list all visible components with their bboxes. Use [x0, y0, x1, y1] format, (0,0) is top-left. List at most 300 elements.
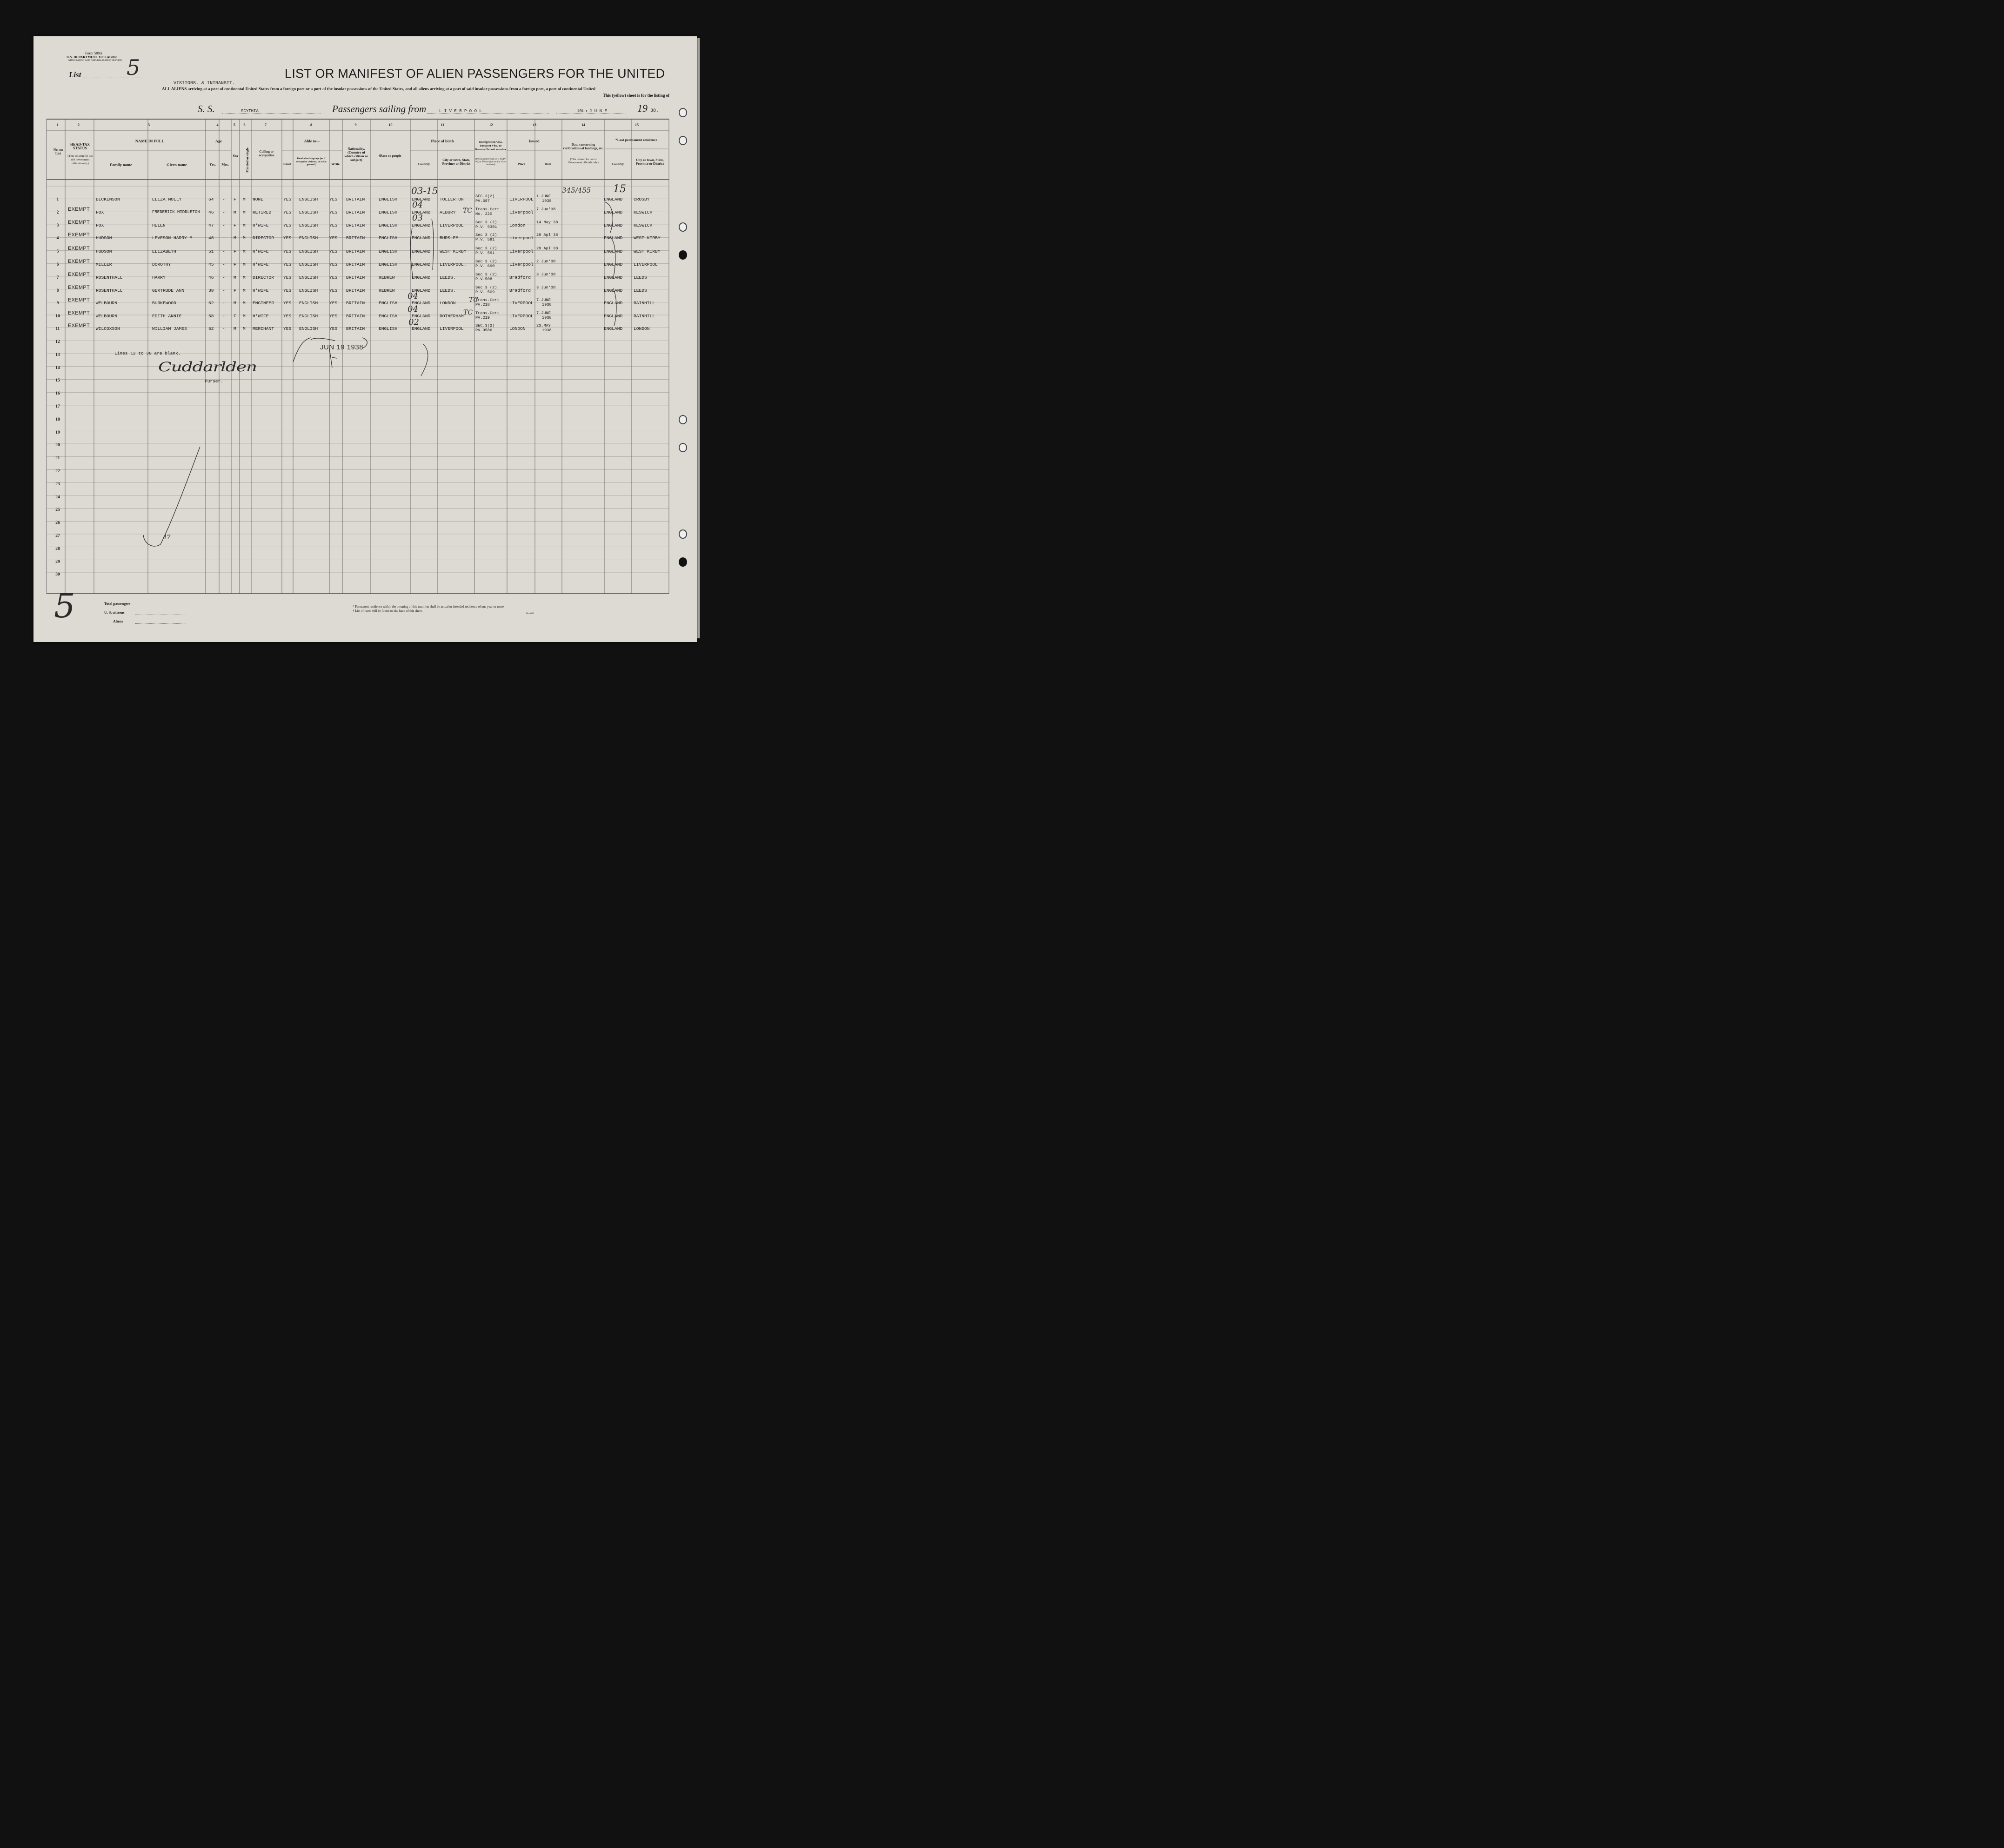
residence-bracket-stroke [605, 202, 616, 326]
list-number: 5 [127, 55, 140, 80]
marital-status: M [243, 275, 246, 280]
residence-city: LONDON [634, 326, 650, 331]
race: ENGLISH [379, 235, 398, 241]
header-head-tax: HEAD-TAX STATUS [70, 142, 90, 150]
footnote-residence: * Permanent residence within the meaning of this manifest shall be actual or intended residence of one year or more. [353, 605, 505, 609]
sex: M [234, 301, 236, 306]
given-name: HARRY [152, 275, 166, 280]
residence-city: RAINHILL [634, 301, 655, 306]
header-issued: Issued [528, 139, 540, 143]
head-tax-status: EXEMPT [68, 285, 90, 290]
birth-country: ENGLAND [412, 288, 431, 293]
occupation: RETIRED [253, 210, 272, 215]
marital-status: M [243, 288, 246, 293]
marital-status: M [243, 326, 246, 331]
race: ENGLISH [379, 223, 398, 228]
departure-port: L I V E R P O O L [439, 109, 482, 114]
visa-line-1: Trans.Cert [475, 298, 500, 302]
header-issued-date: Date [544, 162, 552, 166]
birth-city: TOLLERTON [440, 197, 464, 202]
column-number: 5 [234, 123, 235, 127]
occupation: DIRECTOR [253, 235, 274, 241]
marital-status: M [243, 249, 246, 254]
age-years: 47 [208, 223, 214, 228]
marital-status: M [243, 210, 246, 215]
issued-place: LONDON [509, 326, 526, 331]
age-years: 52 [208, 326, 214, 331]
row-number: 28 [55, 546, 60, 551]
row-number: 23 [55, 482, 60, 487]
family-name: ROSENTHALL [96, 288, 123, 293]
sex: F [234, 223, 236, 228]
column-number: 11 [441, 123, 445, 127]
can-write: YES [329, 210, 338, 215]
occupation: MERCHANT [253, 326, 274, 331]
row-number: 9 [56, 301, 59, 306]
column-number: 4 [216, 123, 219, 127]
marital-status: M [243, 314, 246, 319]
head-tax-status: EXEMPT [68, 246, 90, 251]
header-verification: Data concerning verifications of landings, etc. [563, 143, 604, 150]
residence-country: ENGLAND [604, 210, 623, 215]
visa-line-1: Sec 3 (2) [475, 272, 497, 277]
row-number: 7 [56, 275, 59, 280]
given-name: HELEN [152, 223, 166, 228]
age-months: - [222, 249, 225, 254]
age-years: 48 [208, 235, 214, 241]
form-code: 16—650 [526, 613, 534, 615]
header-sex: Sex [233, 154, 238, 158]
nationality: BRITAIN [346, 262, 365, 267]
race: ENGLISH [379, 326, 398, 331]
birth-country: ENGLAND [412, 301, 431, 306]
race: ENGLISH [379, 314, 398, 319]
header-verification-note: (This column for use of Government officials only) [568, 158, 599, 164]
family-name: FOX [96, 210, 104, 215]
issued-place: Bradford [509, 288, 531, 293]
marital-status: M [243, 301, 246, 306]
residence-city: KESWICK [634, 223, 653, 228]
birth-city: ALBURY [440, 210, 456, 215]
residence-city: KESWICK [634, 210, 653, 215]
punch-hole [679, 529, 687, 539]
birth-country: ENGLAND [412, 197, 431, 202]
head-tax-status: EXEMPT [68, 232, 90, 238]
occupation: NONE [253, 197, 264, 202]
nationality: BRITAIN [346, 326, 365, 331]
birth-city: LIVERPOOL [440, 326, 464, 331]
issued-place: Liverpool [509, 262, 534, 267]
yellow-sheet-note: This (yellow) sheet is for the listing of [603, 93, 670, 98]
birth-city: WEST KIRBY [440, 249, 467, 254]
occupation: H'WIFE [253, 223, 269, 228]
column-number: 9 [354, 123, 357, 127]
residence-country: ENGLAND [604, 301, 623, 306]
head-tax-status: EXEMPT [68, 310, 90, 316]
issued-place: LIVERPOOL [509, 197, 534, 202]
handwritten-code-row11: 02 [408, 317, 419, 327]
age-months: - [222, 288, 225, 293]
family-name: WELBOURN [96, 314, 118, 319]
age-months: - [222, 314, 225, 319]
can-read: YES [283, 223, 292, 228]
visa-line-1: Sec 3 (2) [475, 220, 497, 225]
marital-status: M [243, 262, 246, 267]
occupation: H'WIFE [253, 288, 269, 293]
header-read: Read [283, 162, 291, 166]
birth-country: ENGLAND [412, 210, 431, 215]
issued-place: Liverpool [509, 235, 534, 241]
given-name: DOROTHY [152, 262, 171, 267]
race: ENGLISH [379, 262, 398, 267]
given-name: LEVESON HARRY M [152, 235, 193, 241]
header-head-tax-note: (This column for use of Government officials only) [67, 154, 93, 165]
can-read: YES [283, 288, 292, 293]
head-tax-status: EXEMPT [68, 297, 90, 303]
birth-country: ENGLAND [412, 249, 431, 254]
ss-label: S. S. [198, 103, 215, 114]
birth-city: LONDON [440, 301, 456, 306]
age-months: - [222, 197, 225, 202]
blank-lines-note: Lines 12 to 30 are blank. [114, 351, 181, 356]
issued-date-line-1: 7.JUNE. [536, 298, 554, 302]
birth-country: ENGLAND [412, 223, 431, 228]
visa-line-1: Sec 3 (2) [475, 285, 497, 290]
residence-country: ENGLAND [604, 223, 623, 228]
header-race: †Race or people [378, 154, 401, 158]
header-last-residence: *Last permanent residence [615, 138, 657, 142]
column-number: 8 [310, 123, 312, 127]
sex: F [234, 288, 236, 293]
punch-hole [679, 250, 687, 260]
header-no-on-list: No. on List [53, 148, 63, 155]
can-read: YES [283, 326, 292, 331]
bracket-stroke [410, 228, 413, 279]
long-pen-stroke [143, 447, 200, 546]
family-name: ROSENTHALL [96, 275, 123, 280]
year-value: 38. [650, 108, 659, 114]
header-yrs: Yrs. [209, 162, 216, 167]
residence-city: LIVERPOOL [634, 262, 658, 267]
read-language: ENGLISH [299, 235, 318, 241]
stamp-scribble [362, 338, 367, 348]
residence-city: CROSBY [634, 197, 650, 202]
handwritten-code-row1: 03-15 [411, 185, 438, 196]
race: ENGLISH [379, 197, 398, 202]
row-number: 8 [56, 288, 59, 293]
issued-date-line-1: 14 May'38 [536, 220, 558, 225]
visa-line-2: P.V. 591 [475, 237, 495, 242]
age-months: - [222, 262, 225, 267]
row-number: 27 [55, 534, 60, 538]
header-read-language: Read what language [or if exemption claimed, on what ground] [296, 157, 327, 166]
race: ENGLISH [379, 301, 398, 306]
residence-country: ENGLAND [604, 326, 623, 331]
header-visa: Immigration Visa, Passport Visa, or Reentry Permit number [475, 141, 507, 151]
age-years: 46 [208, 210, 214, 215]
handwritten-tc-row9: TC [469, 296, 479, 304]
can-write: YES [329, 235, 338, 241]
column-number: 12 [489, 123, 493, 127]
sailing-label: Passengers sailing from [332, 103, 427, 114]
given-name: WILLIAM JAMES [152, 326, 187, 331]
issued-date-line-1: 23.MAY. [536, 323, 554, 328]
issued-date-line-2: 1938 [542, 315, 552, 320]
residence-country: ENGLAND [604, 235, 623, 241]
header-nationality: Nationality. (Country of which citizen or subject) [344, 147, 368, 162]
residence-country: ENGLAND [604, 314, 623, 319]
visa-line-2: P.V.508 [475, 277, 493, 281]
birth-city: LEEDS. [440, 288, 456, 293]
given-name: EDITH ANNIE [152, 314, 182, 319]
read-language: ENGLISH [299, 249, 318, 254]
sailing-date: 10th J U N E [577, 109, 607, 114]
punch-hole [679, 108, 687, 117]
service: IMMIGRATION AND NATURALIZATION SERVICE [68, 59, 122, 62]
punch-hole [679, 443, 687, 452]
header-birth-city: City or town, State, Province or District [442, 158, 471, 166]
can-read: YES [283, 249, 292, 254]
residence-city: RAINHILL [634, 314, 655, 319]
sex: F [234, 314, 236, 319]
issued-date-line-2: 1938 [542, 302, 552, 307]
head-tax-status: EXEMPT [68, 259, 90, 264]
marital-status: M [243, 197, 246, 202]
issued-date-line-1: 3 Jun'38 [536, 285, 556, 290]
can-read: YES [283, 197, 292, 202]
marital-status: M [243, 223, 246, 228]
visa-line-2: PV.218 [475, 302, 490, 307]
age-months: - [222, 223, 225, 228]
column-number: 15 [635, 123, 639, 127]
visa-line-2: No. 220 [475, 212, 493, 216]
row-number: 17 [55, 404, 60, 409]
form-number: Form 500A [85, 51, 103, 55]
family-name: DICKINSON [96, 197, 120, 202]
can-write: YES [329, 301, 338, 306]
visa-line-2: PV.219 [475, 315, 490, 320]
race: ENGLISH [379, 210, 398, 215]
visa-line-2: P.V. 690 [475, 264, 495, 268]
visa-line-2: P.V. 9301 [475, 225, 497, 229]
visa-line-2: PV.9586 [475, 328, 493, 333]
residence-city: LEEDS [634, 275, 647, 280]
nationality: BRITAIN [346, 275, 365, 280]
column-number: 3 [148, 123, 150, 127]
handwritten-tc-row2: TC [463, 207, 473, 214]
handwritten-code-row10: 04 [407, 304, 418, 314]
issued-date-line-1: 2 Jun'38 [536, 259, 556, 264]
race: HEBREW [379, 288, 395, 293]
nationality: BRITAIN [346, 249, 365, 254]
punch-hole [679, 222, 687, 232]
age-years: 45 [208, 262, 214, 267]
row-number: 1 [56, 197, 59, 202]
age-months: - [222, 235, 225, 241]
family-name: WILCOXSON [96, 326, 120, 331]
can-read: YES [283, 301, 292, 306]
family-name: HUDSON [96, 249, 112, 254]
margin-number: 5 [54, 586, 75, 625]
read-language: ENGLISH [299, 197, 318, 202]
read-language: ENGLISH [299, 262, 318, 267]
aliens-line [135, 623, 186, 624]
handwritten-code-row9: 04 [407, 291, 418, 301]
can-read: YES [283, 262, 292, 267]
row-number: 13 [55, 352, 60, 357]
issued-date-line-1: 7 Jun'38 [536, 207, 556, 212]
race: HEBREW [379, 275, 395, 280]
handwritten-code-row3: 03 [412, 213, 423, 223]
residence-city: WEST KIRBY [634, 235, 661, 241]
row-number: 5 [56, 249, 59, 254]
nationality: BRITAIN [346, 235, 365, 241]
row-number: 25 [55, 508, 60, 513]
visitors-note: VISITORS. & INTRANSIT. [174, 81, 235, 86]
age-months: - [222, 275, 225, 280]
read-language: ENGLISH [299, 223, 318, 228]
header-visa-note: (Prefix number with QIV, NQIV, PV, or RP and give section of act involved) [475, 158, 506, 166]
birth-city: LIVERPOOL [440, 223, 464, 228]
issued-place: Liverpool [509, 210, 534, 215]
column-number: 13 [533, 123, 536, 127]
age-months: - [222, 326, 225, 331]
sex: M [234, 210, 236, 215]
can-write: YES [329, 223, 338, 228]
family-name: WELBOURN [96, 301, 118, 306]
birth-city: BURSLEM [440, 235, 459, 241]
sex: M [234, 235, 236, 241]
header-married: Married or single [246, 147, 249, 173]
row-number: 26 [55, 521, 60, 526]
residence-city: LEEDS [634, 288, 647, 293]
row-number: 22 [55, 469, 60, 474]
ship-name: SCYTHIA [241, 109, 259, 114]
issued-place: Liverpool [509, 249, 534, 254]
row-number: 6 [56, 262, 59, 267]
header-residence-country: Country [612, 162, 624, 166]
residence-handwritten-number: 15 [613, 183, 626, 195]
aliens-label: Aliens [113, 619, 123, 623]
residence-country: ENGLAND [604, 249, 623, 254]
header-write: Write [331, 162, 340, 166]
row-number: 21 [55, 456, 60, 461]
can-read: YES [283, 314, 292, 319]
can-write: YES [329, 262, 338, 267]
header-issued-place: Place [517, 162, 526, 166]
birth-country: ENGLAND [412, 314, 431, 319]
age-years: 51 [208, 249, 214, 254]
city-bracket-stroke [432, 219, 434, 270]
visa-line-1: SEC.3(2) [475, 323, 495, 328]
can-read: YES [283, 210, 292, 215]
sex: F [234, 262, 236, 267]
purser-label: Purser. [205, 379, 223, 384]
age-years: 46 [208, 275, 214, 280]
age-years: 38 [208, 288, 214, 293]
given-name: FREDERICK MIDDLETON [152, 210, 200, 214]
list-label: List [69, 70, 81, 79]
issued-date-line-2: 1938 [542, 328, 552, 333]
row-number: 29 [55, 559, 60, 564]
row-number: 30 [55, 572, 60, 577]
punch-hole [679, 415, 687, 424]
purser-signature: Cuddarlden [158, 359, 257, 375]
age-years: 58 [208, 314, 214, 319]
initials-scribble [293, 338, 335, 362]
residence-country: ENGLAND [604, 262, 623, 267]
nationality: BRITAIN [346, 301, 365, 306]
head-tax-status: EXEMPT [68, 323, 90, 328]
year-label: 19 [637, 102, 648, 114]
nationality: BRITAIN [346, 197, 365, 202]
given-name: ELIZA MOLLY [152, 197, 182, 202]
read-language: ENGLISH [299, 275, 318, 280]
birth-country: ENGLAND [412, 275, 431, 280]
sex: M [234, 275, 236, 280]
issued-date-line-1: 7.JUNE. [536, 311, 554, 315]
visa-line-2: P.V. 591 [475, 251, 495, 255]
occupation: ENGINEER [253, 301, 274, 306]
issued-date-line-1: 29 Apl'38 [536, 233, 558, 237]
column-number: 7 [265, 123, 267, 127]
given-name: ELIZABETH [152, 249, 176, 254]
row-number: 16 [55, 391, 60, 396]
birth-city: ROTHERHAM [440, 314, 464, 319]
handwritten-code-row2: 04 [412, 200, 423, 210]
can-write: YES [329, 249, 338, 254]
verification-number: 345/455 [562, 186, 591, 194]
family-name: MILLER [96, 262, 112, 267]
nationality: BRITAIN [346, 210, 365, 215]
sex: F [234, 249, 236, 254]
can-read: YES [283, 275, 292, 280]
read-language: ENGLISH [299, 314, 318, 319]
birth-country: ENGLAND [412, 262, 431, 267]
occupation: DIRECTOR [253, 275, 274, 280]
can-write: YES [329, 288, 338, 293]
can-write: YES [329, 275, 338, 280]
can-read: YES [283, 235, 292, 241]
header-place-of-birth: Place of birth [431, 139, 454, 143]
can-write: YES [329, 314, 338, 319]
family-name: HUDSON [96, 235, 112, 241]
read-language: ENGLISH [299, 210, 318, 215]
residence-country: ENGLAND [604, 275, 623, 280]
can-write: YES [329, 326, 338, 331]
department: U.S. DEPARTMENT OF LABOR [67, 55, 117, 59]
sex: F [234, 197, 236, 202]
handwritten-47: 47 [163, 534, 171, 541]
family-name: FOX [96, 223, 104, 228]
nationality: BRITAIN [346, 314, 365, 319]
age-years: 64 [208, 197, 214, 202]
head-tax-status: EXEMPT [68, 207, 90, 212]
row-number: 18 [55, 417, 60, 422]
visa-line-1: Sec 3 (2) [475, 246, 497, 251]
punch-hole [679, 136, 687, 145]
nationality: BRITAIN [346, 223, 365, 228]
given-name: GERTRUDE ANN [152, 288, 185, 293]
row-number: 24 [55, 495, 60, 500]
total-passengers-label: Total passengers [104, 602, 131, 606]
check-stroke [421, 344, 428, 376]
occupation: H'WIFE [253, 249, 269, 254]
column-number: 1 [56, 123, 58, 127]
column-number: 2 [78, 123, 80, 127]
issued-date-line-1: 29 Apl'38 [536, 246, 558, 251]
given-name: BURKEWOOD [152, 301, 176, 306]
